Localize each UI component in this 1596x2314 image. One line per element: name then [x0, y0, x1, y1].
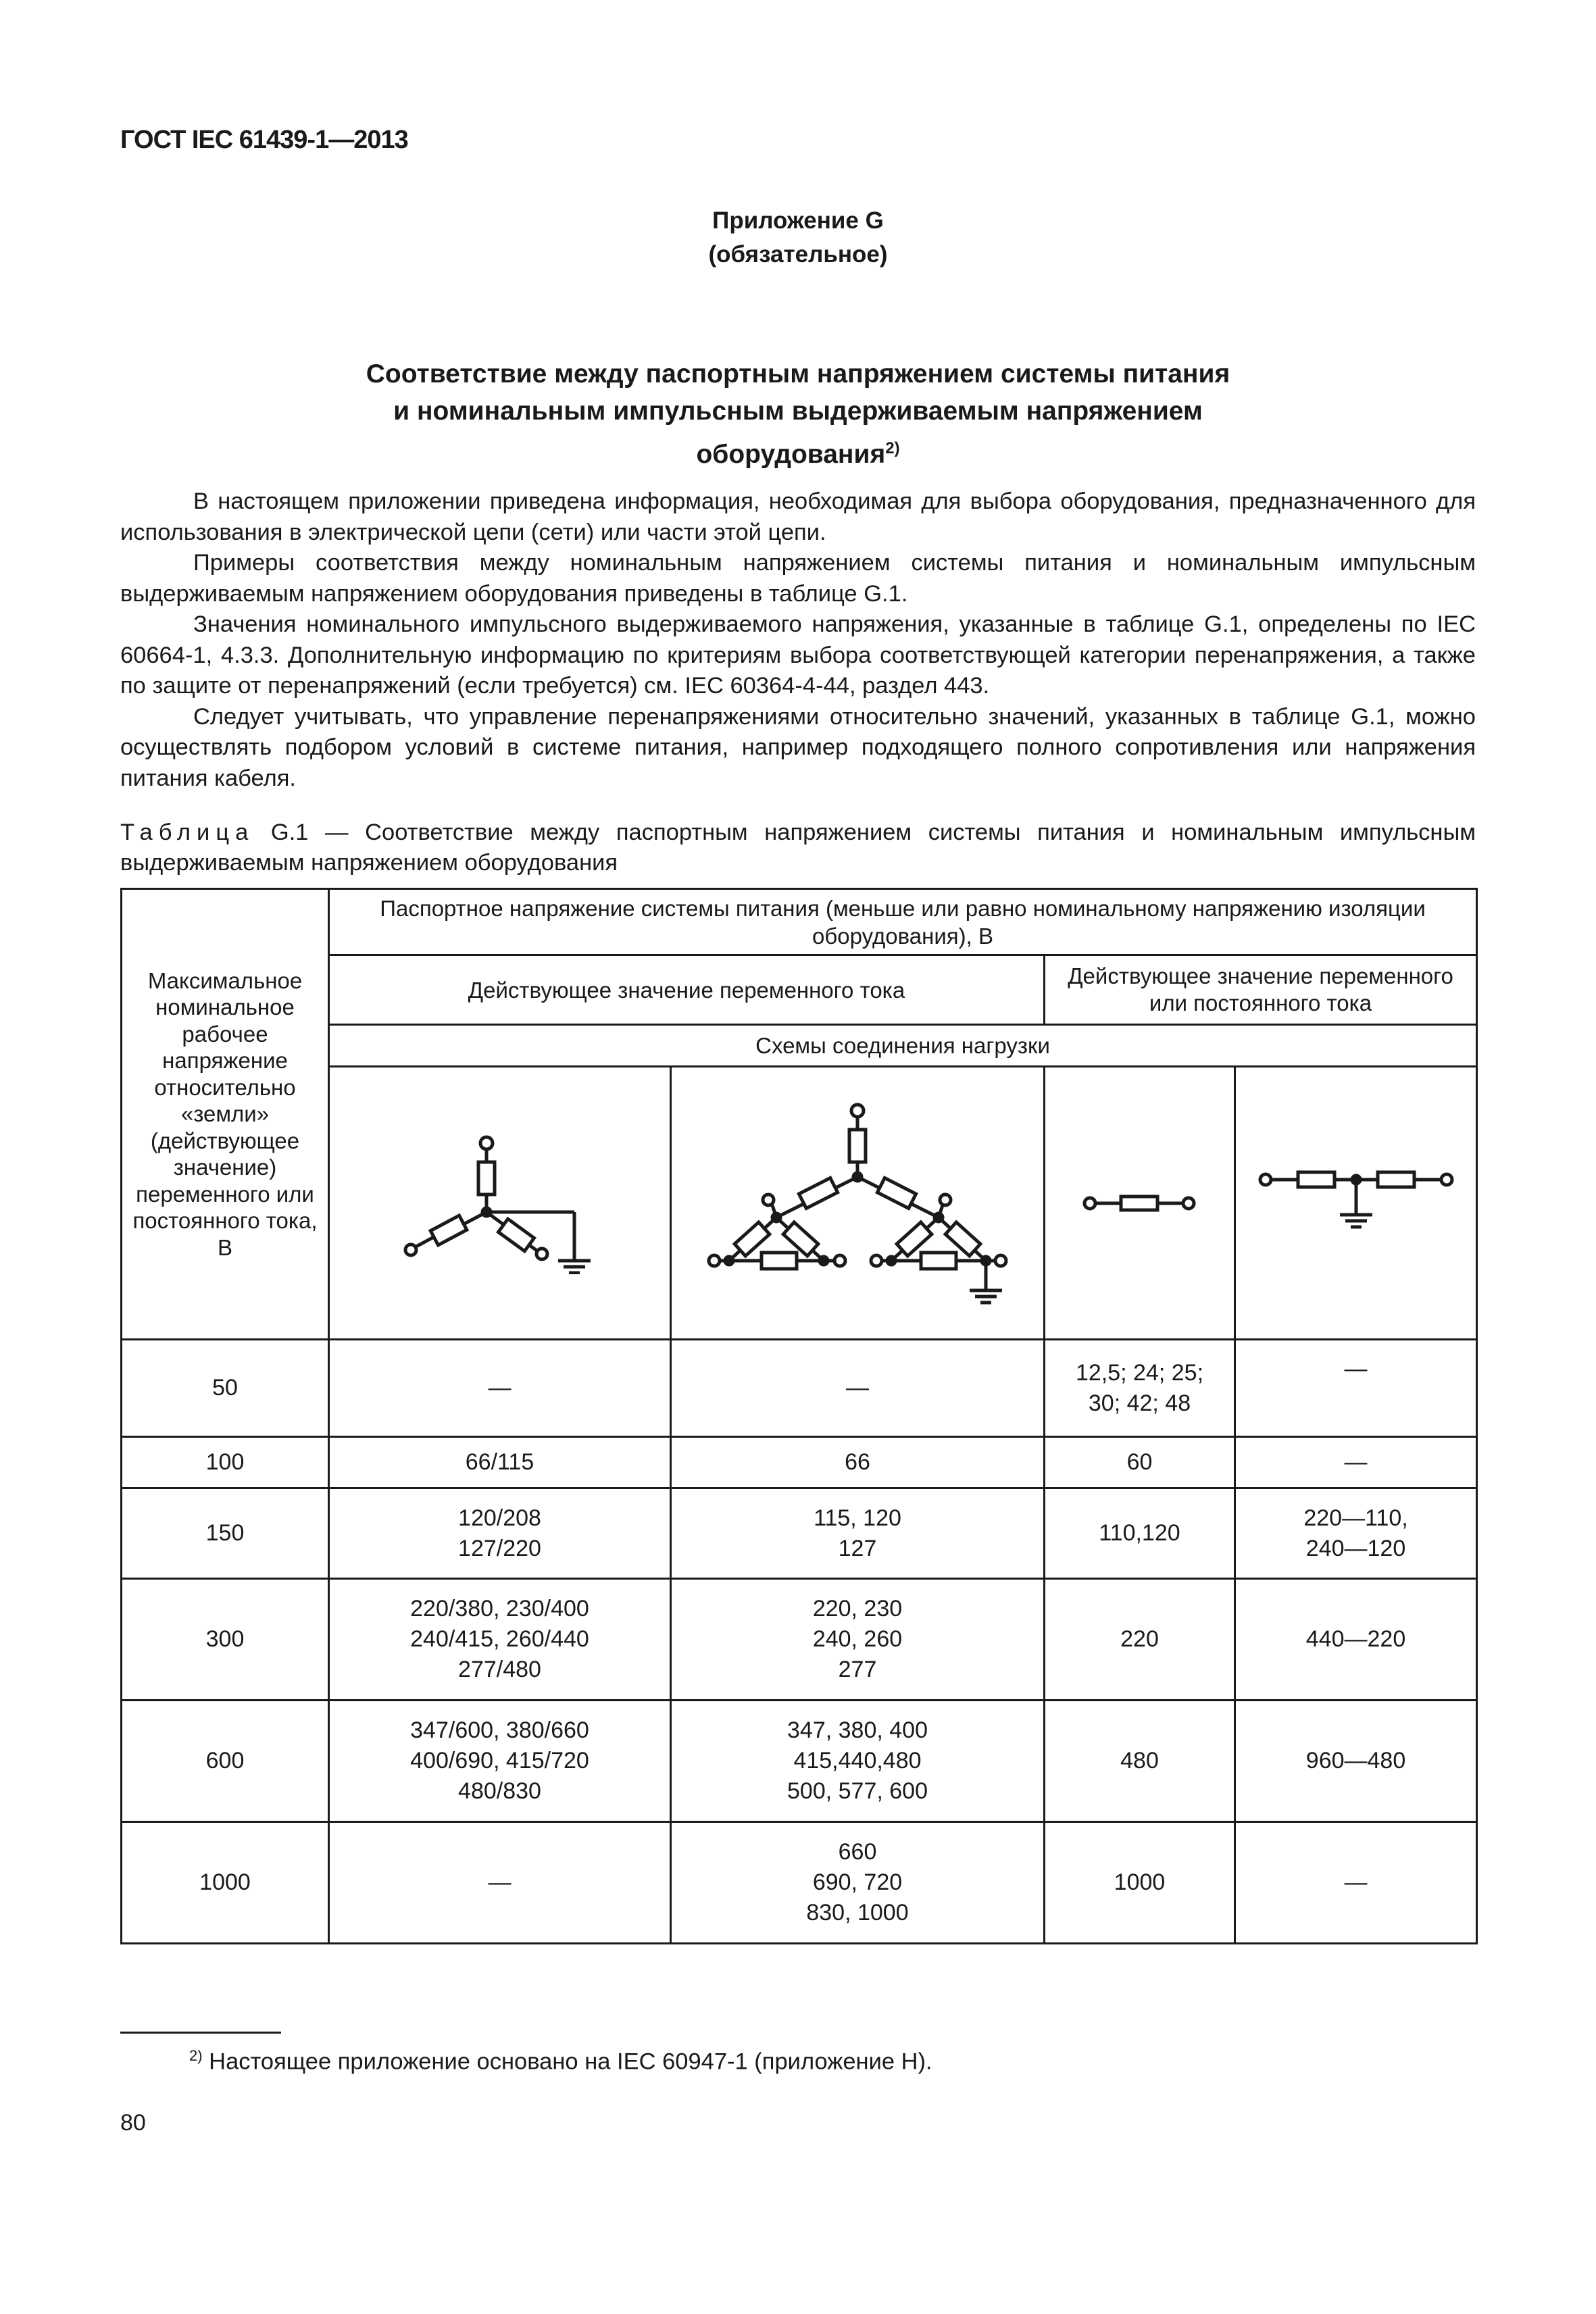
- table-row: [122, 1579, 1477, 1701]
- cell-split-phase: 960—480: [1235, 1701, 1477, 1822]
- cell-single-phase: 12,5; 24; 25; 30; 42; 48: [1045, 1340, 1235, 1437]
- cell-split-phase: —: [1235, 1822, 1477, 1944]
- cell-star: —: [329, 1822, 671, 1944]
- cell-split-phase: 220—110, 240—120: [1235, 1488, 1477, 1579]
- cell-star: 66/115: [329, 1437, 671, 1488]
- footnote-text: Настоящее приложение основано на IEC 60947-1 (приложение H).: [202, 2048, 932, 2075]
- paragraph: Значения номинального импульсного выдерживаемого напряжения, указанные в таблице G.1, определены по IEC 60664-1, 4.3.3. Дополнительную информацию по критериям выбора соответствующей категории перенапряжения, а также по защите от перенапряжений (если требуется) см. IEC 60364-4-44, раздел 443.: [120, 611, 1476, 699]
- footnote-mark: 2): [189, 2047, 203, 2064]
- footnote: [189, 2047, 932, 2076]
- cell-delta: 347, 380, 400 415,440,480 500, 577, 600: [671, 1701, 1045, 1822]
- row-header-cell: Максимальное номинальное рабочее напряжение относительно «земли» (действующее значение) переменного или постоянного тока, В: [122, 889, 329, 1340]
- document-code: ГОСТ IEC 61439-1—2013: [120, 126, 408, 154]
- delta-connection-diagram: [702, 1099, 1013, 1308]
- cell-split-phase: —: [1235, 1437, 1477, 1488]
- top-header-cell: Паспортное напряжение системы питания (меньше или равно номинальному напряжению изоляции оборудования), В: [329, 889, 1477, 955]
- cell-delta: 220, 230 240, 260 277: [671, 1579, 1045, 1701]
- title-line-1: Соответствие между паспортным напряжением системы питания: [366, 359, 1230, 388]
- table-caption-label: Таблица: [120, 820, 255, 845]
- table-caption-text: G.1 — Соответствие между паспортным напряжением системы питания и номинальным импульсным выдерживаемым напряжением оборудования: [120, 820, 1476, 876]
- table-row: [122, 1488, 1477, 1579]
- cell-single-phase: 110,120: [1045, 1488, 1235, 1579]
- cell-star: 220/380, 230/400 240/415, 260/440 277/480: [329, 1579, 671, 1701]
- cell-delta: —: [671, 1340, 1045, 1437]
- cell-max-voltage: 50: [122, 1340, 329, 1437]
- title-footnote-mark: 2): [885, 439, 900, 457]
- cell-delta: 660 690, 720 830, 1000: [671, 1822, 1045, 1944]
- delta-connection-diagram-cell: [671, 1067, 1045, 1340]
- cell-max-voltage: 150: [122, 1488, 329, 1579]
- ac-header-cell: Действующее значение переменного тока: [329, 955, 1045, 1025]
- split-phase-diagram: [1255, 1166, 1457, 1240]
- cell-max-voltage: 300: [122, 1579, 329, 1701]
- cell-star: 120/208 127/220: [329, 1488, 671, 1579]
- table-row: [122, 1701, 1477, 1822]
- cell-max-voltage: 100: [122, 1437, 329, 1488]
- paragraph: В настоящем приложении приведена информация, необходимая для выбора оборудования, предназначенного для использования в электрической цепи (сети) или части этой цепи.: [120, 488, 1476, 545]
- appendix-status: (обязательное): [708, 241, 888, 268]
- cell-delta: 115, 120 127: [671, 1488, 1045, 1579]
- acdc-header-cell: Действующее значение переменного или постоянного тока: [1045, 955, 1477, 1025]
- table-row: [122, 1822, 1477, 1944]
- page-number: 80: [120, 2110, 146, 2136]
- cell-single-phase: 480: [1045, 1701, 1235, 1822]
- cell-split-phase: 440—220: [1235, 1579, 1477, 1701]
- star-connection-diagram: [399, 1132, 601, 1274]
- paragraph: Примеры соответствия между номинальным напряжением системы питания и номинальным импульсным выдерживаемым напряжением оборудования приведены в таблице G.1.: [120, 550, 1476, 607]
- cell-split-phase: —: [1235, 1340, 1477, 1437]
- table-caption: [120, 818, 1476, 878]
- cell-star: 347/600, 380/660 400/690, 415/720 480/830: [329, 1701, 671, 1822]
- single-phase-diagram-cell: [1045, 1067, 1235, 1340]
- cell-max-voltage: 600: [122, 1701, 329, 1822]
- section-title: [0, 355, 1596, 473]
- appendix-title: Приложение G: [712, 207, 884, 234]
- cell-single-phase: 1000: [1045, 1822, 1235, 1944]
- star-connection-diagram-cell: [329, 1067, 671, 1340]
- cell-max-voltage: 1000: [122, 1822, 329, 1944]
- voltage-table: [120, 888, 1478, 1944]
- cell-single-phase: 220: [1045, 1579, 1235, 1701]
- cell-star: —: [329, 1340, 671, 1437]
- schemes-header-cell: Схемы соединения нагрузки: [329, 1025, 1477, 1067]
- appendix-heading: [0, 204, 1596, 272]
- cell-single-phase: 60: [1045, 1437, 1235, 1488]
- footnote-divider: [120, 2032, 281, 2034]
- split-phase-diagram-cell: [1235, 1067, 1477, 1340]
- single-phase-diagram: [1079, 1186, 1201, 1220]
- paragraph: Следует учитывать, что управление перенапряжениями относительно значений, указанных в таблице G.1, можно осуществлять подбором условий в системе питания, например подходящего полного сопротивления или напряжения питания кабеля.: [120, 703, 1476, 791]
- table-row: [122, 1340, 1477, 1437]
- title-line-2: и номинальным импульсным выдерживаемым напряжением: [393, 397, 1203, 426]
- title-line-3: оборудования: [696, 440, 886, 469]
- table-row: [122, 1437, 1477, 1488]
- body-text: [120, 486, 1476, 794]
- cell-delta: 66: [671, 1437, 1045, 1488]
